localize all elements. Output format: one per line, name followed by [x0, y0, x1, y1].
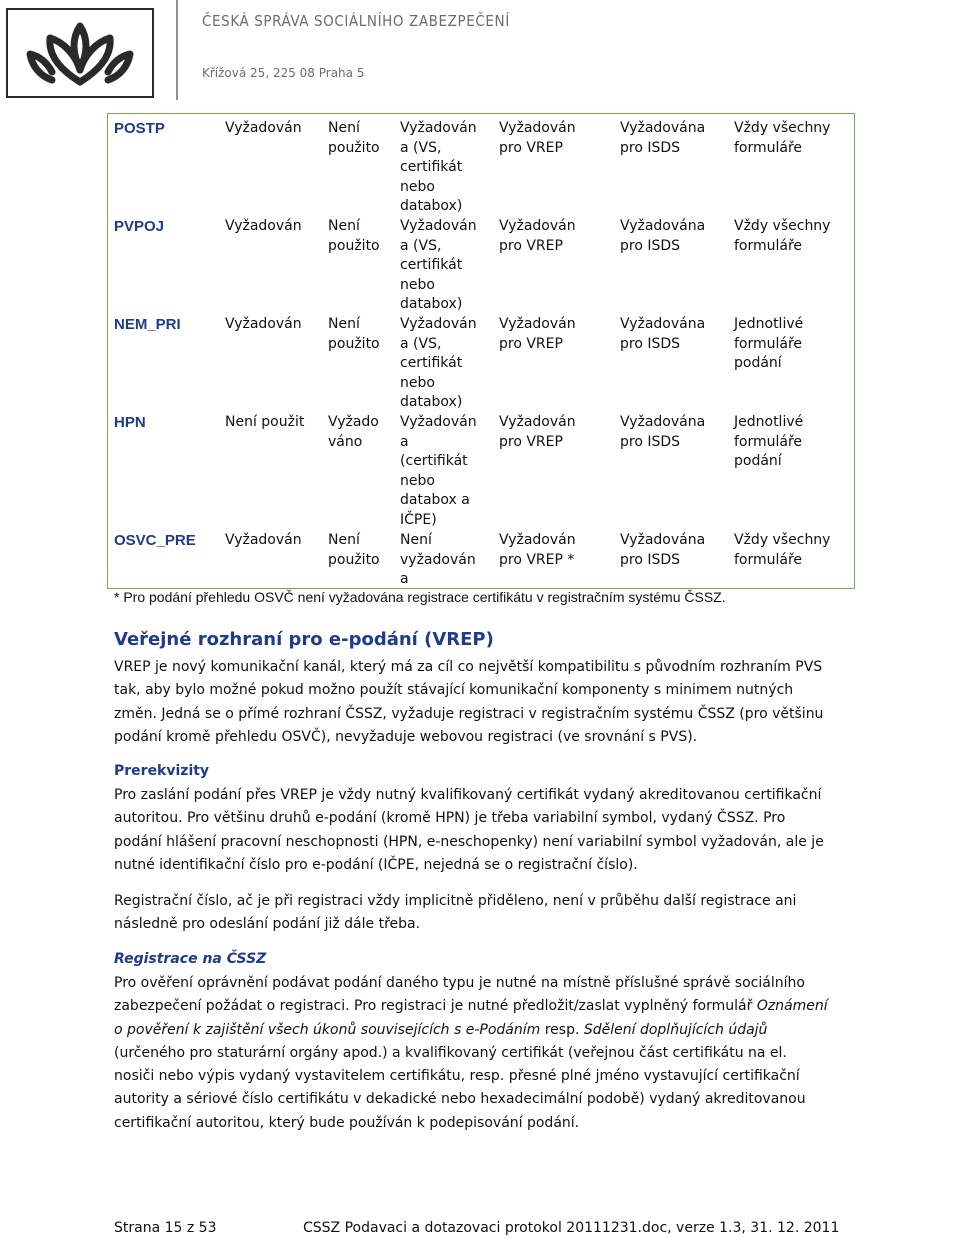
- section-heading-registration: Registrace na ČSSZ: [114, 951, 267, 967]
- text-line: nutné identifikační číslo pro e-podání (IČPE, nejedná se o registrační číslo).: [114, 856, 638, 873]
- table-cell: Není vyžadován a: [400, 532, 476, 588]
- table-cell: Vyžadován a (VS, certifikát nebo databox): [400, 316, 477, 411]
- table-cell: Vyžadována pro ISDS: [620, 218, 706, 254]
- table-cell: Vyžadován: [225, 532, 302, 548]
- table-cell: Vyžadována pro ISDS: [620, 120, 706, 156]
- table-cell: Vždy všechny formuláře: [734, 218, 831, 254]
- header-divider: [176, 0, 178, 100]
- table-row-name: POSTP: [114, 120, 165, 137]
- table-cell: Vyžadován pro VREP: [499, 218, 576, 254]
- registration-paragraph: [114, 972, 850, 1135]
- prerequisites-paragraph: [114, 784, 850, 877]
- registration-number-paragraph: [114, 890, 850, 937]
- section-heading-prerequisites: Prerekvizity: [114, 763, 210, 779]
- text-run: resp.: [540, 1021, 584, 1038]
- page-number: Strana 15 z 53: [114, 1220, 217, 1236]
- table-row-name: PVPOJ: [114, 218, 165, 235]
- table-cell: Vyžadována pro ISDS: [620, 316, 706, 352]
- table-cell: Jednotlivé formuláře podání: [734, 414, 804, 470]
- table-cell: Není použit: [225, 414, 305, 430]
- text-line: (určeného pro staturární orgány apod.) a kvalifikovaný certifikát (veřejnou část certifikátu na el.: [114, 1044, 787, 1061]
- text-line: autority a sériové číslo certifikátu v dekadické nebo hexadecimální podobě) vydaný akreditovanou: [114, 1091, 806, 1108]
- table-cell: Není použito: [328, 532, 380, 568]
- text-line: Pro zaslání podání přes VREP je vždy nutný kvalifikovaný certifikát vydaný akreditovanou certifikační: [114, 787, 822, 803]
- cssz-logo-icon: [6, 8, 156, 100]
- text-line: nosiči nebo výpis vydaný vystavitelem certifikátu, resp. přesné plné jméno vystavující certifikační: [114, 1068, 800, 1085]
- table-cell: Vyžadována pro ISDS: [620, 532, 706, 568]
- table-row-name: OSVC_PRE: [114, 532, 196, 549]
- text-line: VREP je nový komunikační kanál, který má za cíl co největší kompatibilitu s původním rozhraním PVS: [114, 659, 823, 675]
- text-line: Pro ověření oprávnění podávat podání daného typu je nutné na místně příslušné správě sociálního: [114, 975, 805, 991]
- table-cell: Není použito: [328, 120, 380, 156]
- cssz-logo: [6, 8, 156, 98]
- table-row-name: NEM_PRI: [114, 316, 181, 333]
- text-line: podání kromě přehledu OSVČ), nevyžaduje webovou registraci (ve srovnání s PVS).: [114, 728, 698, 745]
- table-footnote: * Pro podání přehledu OSVČ není vyžadována registrace certifikátu v registračním systému ČSSZ.: [114, 589, 726, 605]
- text-line: změn. Jedná se o přímé rozhraní ČSSZ, vyžaduje registraci v registračním systému ČSSZ (pro většinu: [114, 705, 824, 722]
- table-cell: Vždy všechny formuláře: [734, 120, 831, 156]
- text-line: tak, aby bylo možné pokud možno použít stávající komunikační komponenty s minimem nutných: [114, 682, 794, 699]
- text-line: autoritou. Pro většinu druhů e-podání (kromě HPN) je třeba variabilní symbol, vydaný ČSSZ. Pro: [114, 810, 786, 827]
- table-cell: Vyžadován a (VS, certifikát nebo databox): [400, 120, 477, 215]
- form-name-italic: o pověření k zajištění všech úkonů souvisejících s e-Podáním: [114, 1021, 541, 1038]
- table-cell: Vyžadován pro VREP: [499, 414, 576, 450]
- table-cell: Vyžadována pro ISDS: [620, 414, 706, 450]
- table-cell: Vyžadován a (certifikát nebo databox a IČPE): [400, 414, 477, 528]
- text-line: [114, 1019, 850, 1042]
- table-cell: Není použito: [328, 218, 380, 254]
- section-heading-vrep: Veřejné rozhraní pro e-podání (VREP): [114, 629, 494, 650]
- form-name-italic: Sdělení doplňujících údajů: [583, 1021, 768, 1038]
- text-line: následně pro odeslání podání již dále třeba.: [114, 916, 421, 933]
- table-cell: Vyžadován: [225, 316, 302, 332]
- text-line: podání hlášení pracovní neschopnosti (HPN, e-neschopenky) není variabilní symbol vyžadován, ale je: [114, 833, 824, 850]
- table-cell: Vyžadován pro VREP: [499, 120, 576, 156]
- table-cell: Vždy všechny formuláře: [734, 532, 831, 568]
- vrep-paragraph: [114, 656, 850, 749]
- table-cell: Vyžadován a (VS, certifikát nebo databox): [400, 218, 477, 313]
- text-line: Registrační číslo, ač je při registraci vždy implicitně přiděleno, není v průběhu další registrace ani: [114, 893, 797, 909]
- text-run: zabezpečení požádat o registraci. Pro registraci je nutné předložit/zaslat vyplněný formulář: [114, 998, 757, 1015]
- organization-name: ČESKÁ SPRÁVA SOCIÁLNÍHO ZABEZPEČENÍ: [202, 12, 510, 30]
- table-cell: Vyžadován pro VREP: [499, 316, 576, 352]
- text-line: [114, 995, 850, 1018]
- table-cell: Není použito: [328, 316, 380, 352]
- table-cell: Jednotlivé formuláře podání: [734, 316, 804, 372]
- table-cell: Vyžadován: [225, 218, 302, 234]
- table-cell: Vyžadován: [225, 120, 302, 136]
- table-cell: Vyžado váno: [328, 414, 379, 450]
- page-header: [0, 0, 960, 100]
- table-cell: Vyžadován pro VREP *: [499, 532, 576, 568]
- table-row-name: HPN: [114, 414, 146, 431]
- organization-address: Křížová 25, 225 08 Praha 5: [202, 66, 365, 80]
- form-name-italic: Oznámení: [756, 998, 828, 1015]
- text-line: certifikační autoritou, který bude používán k podepisování podání.: [114, 1114, 580, 1131]
- document-info: CSSZ Podavaci a dotazovaci protokol 20111231.doc, verze 1.3, 31. 12. 2011: [303, 1220, 840, 1236]
